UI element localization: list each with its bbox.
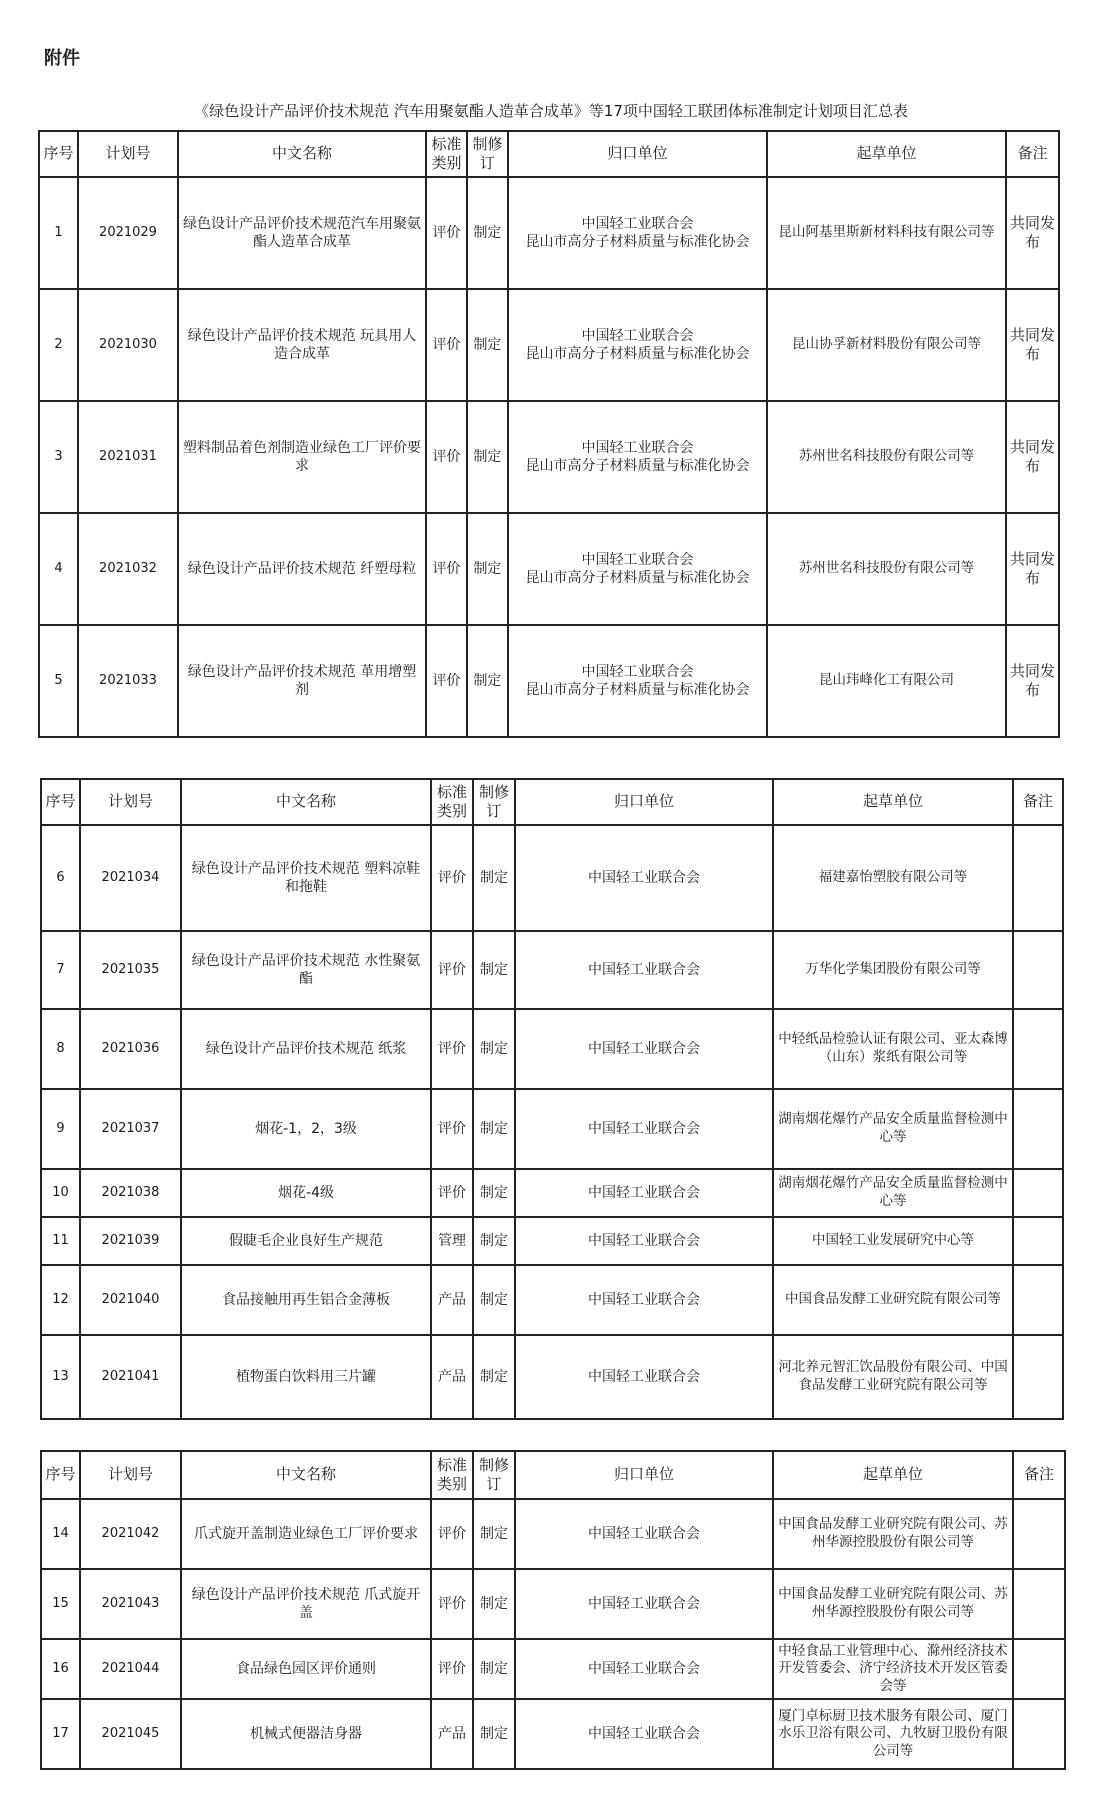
- header-std-type: 标准类别: [431, 779, 473, 825]
- seq-cell: 16: [41, 1639, 80, 1699]
- name-cell: 绿色设计产品评价技术规范 玩具用人造合成革: [178, 289, 426, 401]
- header-std-type: 标准类别: [426, 131, 467, 177]
- plan-no-cell: 2021040: [80, 1265, 181, 1335]
- table-row: [41, 1089, 1063, 1169]
- plan-no-cell: 2021035: [80, 931, 181, 1009]
- header-revision: 制修订: [467, 131, 508, 177]
- std-type-cell: 评价: [426, 177, 467, 289]
- revision-cell: 制定: [467, 513, 508, 625]
- owner-cell: 中国轻工业联合会: [515, 1089, 773, 1169]
- header-note: 备注: [1013, 779, 1063, 825]
- header-owner: 归口单位: [515, 779, 773, 825]
- std-type-cell: 评价: [431, 1089, 473, 1169]
- name-cell: 绿色设计产品评价技术规范 纸浆: [181, 1009, 431, 1089]
- note-cell: 共同发布: [1006, 401, 1059, 513]
- revision-cell: 制定: [473, 1009, 515, 1089]
- std-type-cell: 评价: [431, 1169, 473, 1217]
- name-cell: 假睫毛企业良好生产规范: [181, 1217, 431, 1265]
- seq-cell: 8: [41, 1009, 80, 1089]
- seq-cell: 15: [41, 1569, 80, 1639]
- note-cell: [1013, 825, 1063, 931]
- owner-cell: 中国轻工业联合会: [515, 825, 773, 931]
- owner-cell: 中国轻工业联合会: [515, 1335, 773, 1419]
- drafter-cell: 中国食品发酵工业研究院有限公司、苏州华源控股股份有限公司等: [773, 1569, 1013, 1639]
- plan-no-cell: 2021032: [78, 513, 178, 625]
- plan-no-cell: 2021045: [80, 1699, 181, 1769]
- owner-cell: 中国轻工业联合会: [515, 1639, 773, 1699]
- table-row: [39, 289, 1059, 401]
- plan-no-cell: 2021031: [78, 401, 178, 513]
- std-type-cell: 评价: [426, 289, 467, 401]
- plan-no-cell: 2021037: [80, 1089, 181, 1169]
- std-type-cell: 评价: [426, 625, 467, 737]
- table-row: [41, 1335, 1063, 1419]
- seq-cell: 1: [39, 177, 78, 289]
- revision-cell: 制定: [473, 931, 515, 1009]
- note-cell: [1013, 1569, 1065, 1639]
- note-cell: 共同发布: [1006, 513, 1059, 625]
- note-cell: [1013, 1699, 1065, 1769]
- table-header-row: [41, 779, 1063, 825]
- drafter-cell: 厦门卓标厨卫技术服务有限公司、厦门水乐卫浴有限公司、九牧厨卫股份有限公司等: [773, 1699, 1013, 1769]
- plan-no-cell: 2021033: [78, 625, 178, 737]
- table-row: [41, 1569, 1065, 1639]
- table-row: [41, 1699, 1065, 1769]
- standards-table-3: [40, 1450, 1066, 1770]
- revision-cell: 制定: [473, 825, 515, 931]
- seq-cell: 14: [41, 1499, 80, 1569]
- drafter-cell: 昆山协孚新材料股份有限公司等: [767, 289, 1006, 401]
- drafter-cell: 湖南烟花爆竹产品安全质量监督检测中心等: [773, 1169, 1013, 1217]
- header-plan-no: 计划号: [80, 779, 181, 825]
- seq-cell: 17: [41, 1699, 80, 1769]
- std-type-cell: 评价: [431, 1009, 473, 1089]
- standards-table-2: [40, 778, 1064, 1420]
- std-type-cell: 管理: [431, 1217, 473, 1265]
- header-drafter: 起草单位: [773, 779, 1013, 825]
- table-row: [39, 625, 1059, 737]
- owner-cell: 中国轻工业联合会 昆山市高分子材料质量与标准化协会: [508, 289, 767, 401]
- name-cell: 烟花-4级: [181, 1169, 431, 1217]
- header-drafter: 起草单位: [767, 131, 1006, 177]
- header-plan-no: 计划号: [80, 1451, 181, 1499]
- owner-cell: 中国轻工业联合会: [515, 1265, 773, 1335]
- drafter-cell: 苏州世名科技股份有限公司等: [767, 513, 1006, 625]
- table-header-row: [39, 131, 1059, 177]
- header-note: 备注: [1006, 131, 1059, 177]
- header-seq: 序号: [39, 131, 78, 177]
- header-seq: 序号: [41, 1451, 80, 1499]
- std-type-cell: 产品: [431, 1699, 473, 1769]
- seq-cell: 13: [41, 1335, 80, 1419]
- plan-no-cell: 2021029: [78, 177, 178, 289]
- plan-no-cell: 2021041: [80, 1335, 181, 1419]
- name-cell: 植物蛋白饮料用三片罐: [181, 1335, 431, 1419]
- revision-cell: 制定: [473, 1089, 515, 1169]
- name-cell: 烟花-1，2，3级: [181, 1089, 431, 1169]
- revision-cell: 制定: [473, 1499, 515, 1569]
- drafter-cell: 中国食品发酵工业研究院有限公司等: [773, 1265, 1013, 1335]
- name-cell: 机械式便器洁身器: [181, 1699, 431, 1769]
- owner-cell: 中国轻工业联合会: [515, 931, 773, 1009]
- note-cell: [1013, 1335, 1063, 1419]
- revision-cell: 制定: [467, 625, 508, 737]
- note-cell: [1013, 1009, 1063, 1089]
- plan-no-cell: 2021039: [80, 1217, 181, 1265]
- drafter-cell: 昆山玮峰化工有限公司: [767, 625, 1006, 737]
- owner-cell: 中国轻工业联合会: [515, 1009, 773, 1089]
- table-row: [39, 513, 1059, 625]
- seq-cell: 10: [41, 1169, 80, 1217]
- std-type-cell: 评价: [426, 513, 467, 625]
- plan-no-cell: 2021044: [80, 1639, 181, 1699]
- revision-cell: 制定: [467, 177, 508, 289]
- name-cell: 绿色设计产品评价技术规范 水性聚氨酯: [181, 931, 431, 1009]
- header-note: 备注: [1013, 1451, 1065, 1499]
- header-name: 中文名称: [181, 1451, 431, 1499]
- note-cell: [1013, 1639, 1065, 1699]
- owner-cell: 中国轻工业联合会 昆山市高分子材料质量与标准化协会: [508, 177, 767, 289]
- plan-no-cell: 2021030: [78, 289, 178, 401]
- header-owner: 归口单位: [508, 131, 767, 177]
- attachment-label: 附件: [44, 48, 80, 69]
- seq-cell: 12: [41, 1265, 80, 1335]
- owner-cell: 中国轻工业联合会: [515, 1569, 773, 1639]
- std-type-cell: 评价: [431, 1569, 473, 1639]
- note-cell: [1013, 1499, 1065, 1569]
- table-row: [41, 1169, 1063, 1217]
- seq-cell: 9: [41, 1089, 80, 1169]
- owner-cell: 中国轻工业联合会: [515, 1217, 773, 1265]
- plan-no-cell: 2021043: [80, 1569, 181, 1639]
- drafter-cell: 万华化学集团股份有限公司等: [773, 931, 1013, 1009]
- seq-cell: 3: [39, 401, 78, 513]
- drafter-cell: 河北养元智汇饮品股份有限公司、中国食品发酵工业研究院有限公司等: [773, 1335, 1013, 1419]
- revision-cell: 制定: [473, 1217, 515, 1265]
- owner-cell: 中国轻工业联合会: [515, 1699, 773, 1769]
- note-cell: 共同发布: [1006, 289, 1059, 401]
- header-plan-no: 计划号: [78, 131, 178, 177]
- drafter-cell: 中轻食品工业管理中心、滁州经济技术开发管委会、济宁经济技术开发区管委会等: [773, 1639, 1013, 1699]
- note-cell: [1013, 1265, 1063, 1335]
- table-row: [41, 931, 1063, 1009]
- owner-cell: 中国轻工业联合会: [515, 1499, 773, 1569]
- plan-no-cell: 2021042: [80, 1499, 181, 1569]
- header-revision: 制修订: [473, 779, 515, 825]
- owner-cell: 中国轻工业联合会: [515, 1169, 773, 1217]
- note-cell: [1013, 1169, 1063, 1217]
- name-cell: 绿色设计产品评价技术规范 革用增塑剂: [178, 625, 426, 737]
- header-drafter: 起草单位: [773, 1451, 1013, 1499]
- seq-cell: 4: [39, 513, 78, 625]
- seq-cell: 7: [41, 931, 80, 1009]
- document-title: 《绿色设计产品评价技术规范 汽车用聚氨酯人造革合成革》等17项中国轻工联团体标准制定计划项目汇总表: [194, 102, 908, 120]
- owner-cell: 中国轻工业联合会 昆山市高分子材料质量与标准化协会: [508, 625, 767, 737]
- revision-cell: 制定: [467, 289, 508, 401]
- plan-no-cell: 2021036: [80, 1009, 181, 1089]
- note-cell: [1013, 1217, 1063, 1265]
- header-name: 中文名称: [178, 131, 426, 177]
- revision-cell: 制定: [473, 1169, 515, 1217]
- owner-cell: 中国轻工业联合会 昆山市高分子材料质量与标准化协会: [508, 513, 767, 625]
- note-cell: [1013, 1089, 1063, 1169]
- revision-cell: 制定: [473, 1335, 515, 1419]
- std-type-cell: 评价: [431, 1499, 473, 1569]
- seq-cell: 5: [39, 625, 78, 737]
- table-row: [39, 401, 1059, 513]
- drafter-cell: 苏州世名科技股份有限公司等: [767, 401, 1006, 513]
- seq-cell: 2: [39, 289, 78, 401]
- name-cell: 绿色设计产品评价技术规范 纤塑母粒: [178, 513, 426, 625]
- note-cell: [1013, 931, 1063, 1009]
- table-row: [41, 1499, 1065, 1569]
- drafter-cell: 中国轻工业发展研究中心等: [773, 1217, 1013, 1265]
- table-row: [41, 825, 1063, 931]
- plan-no-cell: 2021034: [80, 825, 181, 931]
- seq-cell: 11: [41, 1217, 80, 1265]
- name-cell: 绿色设计产品评价技术规范汽车用聚氨酯人造革合成革: [178, 177, 426, 289]
- table-row: [41, 1639, 1065, 1699]
- seq-cell: 6: [41, 825, 80, 931]
- name-cell: 绿色设计产品评价技术规范 爪式旋开盖: [181, 1569, 431, 1639]
- header-std-type: 标准类别: [431, 1451, 473, 1499]
- table-row: [41, 1217, 1063, 1265]
- name-cell: 食品接触用再生铝合金薄板: [181, 1265, 431, 1335]
- drafter-cell: 福建嘉怡塑胶有限公司等: [773, 825, 1013, 931]
- drafter-cell: 中国食品发酵工业研究院有限公司、苏州华源控股股份有限公司等: [773, 1499, 1013, 1569]
- note-cell: 共同发布: [1006, 625, 1059, 737]
- header-name: 中文名称: [181, 779, 431, 825]
- note-cell: 共同发布: [1006, 177, 1059, 289]
- std-type-cell: 产品: [431, 1265, 473, 1335]
- table-row: [41, 1009, 1063, 1089]
- revision-cell: 制定: [473, 1639, 515, 1699]
- revision-cell: 制定: [473, 1569, 515, 1639]
- name-cell: 食品绿色园区评价通则: [181, 1639, 431, 1699]
- std-type-cell: 产品: [431, 1335, 473, 1419]
- standards-table-1: [38, 130, 1060, 738]
- drafter-cell: 湖南烟花爆竹产品安全质量监督检测中心等: [773, 1089, 1013, 1169]
- header-seq: 序号: [41, 779, 80, 825]
- table-header-row: [41, 1451, 1065, 1499]
- owner-cell: 中国轻工业联合会 昆山市高分子材料质量与标准化协会: [508, 401, 767, 513]
- table-row: [39, 177, 1059, 289]
- header-owner: 归口单位: [515, 1451, 773, 1499]
- plan-no-cell: 2021038: [80, 1169, 181, 1217]
- revision-cell: 制定: [473, 1699, 515, 1769]
- std-type-cell: 评价: [431, 931, 473, 1009]
- name-cell: 塑料制品着色剂制造业绿色工厂评价要求: [178, 401, 426, 513]
- table-row: [41, 1265, 1063, 1335]
- std-type-cell: 评价: [431, 825, 473, 931]
- revision-cell: 制定: [467, 401, 508, 513]
- name-cell: 爪式旋开盖制造业绿色工厂评价要求: [181, 1499, 431, 1569]
- drafter-cell: 昆山阿基里斯新材料科技有限公司等: [767, 177, 1006, 289]
- header-revision: 制修订: [473, 1451, 515, 1499]
- revision-cell: 制定: [473, 1265, 515, 1335]
- drafter-cell: 中轻纸品检验认证有限公司、亚太森博（山东）浆纸有限公司等: [773, 1009, 1013, 1089]
- std-type-cell: 评价: [431, 1639, 473, 1699]
- std-type-cell: 评价: [426, 401, 467, 513]
- name-cell: 绿色设计产品评价技术规范 塑料凉鞋和拖鞋: [181, 825, 431, 931]
